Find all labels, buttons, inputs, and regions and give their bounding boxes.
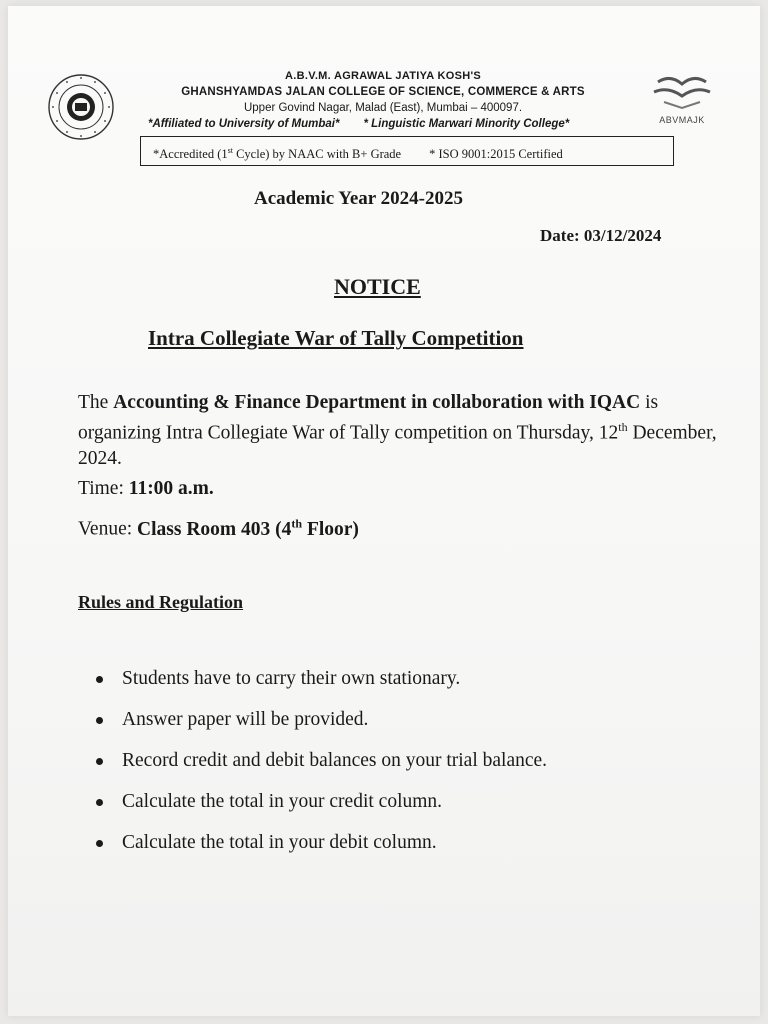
list-item: Students have to carry their own stationary. [96, 666, 547, 707]
rules-heading: Rules and Regulation [78, 592, 244, 612]
affiliation-line [148, 118, 628, 130]
college-name: GHANSHYAMDAS JALAN COLLEGE OF SCIENCE, COMMERCE & ARTS [181, 86, 585, 98]
college-seal-icon [46, 72, 116, 142]
bullet-icon [96, 676, 103, 683]
brand-logo-text: ABVMAJK [659, 115, 705, 125]
notice-date: Date: 03/12/2024 [540, 226, 662, 245]
list-item: Answer paper will be provided. [96, 707, 547, 748]
brand-logo [650, 72, 714, 126]
rules-list [96, 666, 547, 871]
accreditation-box [140, 136, 674, 166]
competition-title: Intra Collegiate War of Tally Competition [148, 326, 524, 350]
notice-title: NOTICE [334, 274, 421, 299]
list-item: Calculate the total in your credit column. [96, 789, 547, 830]
bullet-icon [96, 717, 103, 724]
academic-year: Academic Year 2024-2025 [254, 188, 463, 209]
event-venue: Venue: Class Room 403 (4th Floor) [78, 516, 359, 540]
affiliation-text: *Affiliated to University of Mumbai* [148, 118, 340, 130]
list-item: Record credit and debit balances on your trial balance. [96, 748, 547, 789]
trust-name: A.B.V.M. AGRAWAL JATIYA KOSH'S [285, 70, 481, 82]
organizing-department: Accounting & Finance Department in collaboration with IQAC [113, 392, 641, 413]
event-time: Time: 11:00 a.m. [78, 478, 214, 499]
minority-text: * Linguistic Marwari Minority College* [363, 118, 570, 130]
bullet-icon [96, 758, 103, 765]
notice-page [8, 6, 760, 1016]
book-hands-icon [650, 72, 714, 112]
iso-certification: * ISO 9001:2015 Certified [429, 147, 563, 162]
bullet-icon [96, 799, 103, 806]
bullet-icon [96, 840, 103, 847]
college-address: Upper Govind Nagar, Malad (East), Mumbai – 400097. [243, 102, 523, 114]
list-item: Calculate the total in your debit column. [96, 830, 547, 871]
intro-paragraph: The Accounting & Finance Department in collaboration with IQAC is organizing Intra Collegiate War of Tally competition on Thursday, 12th December, 2024. [78, 392, 717, 469]
naac-accreditation: *Accredited (1st Cycle) by NAAC with B+ Grade [153, 146, 402, 162]
